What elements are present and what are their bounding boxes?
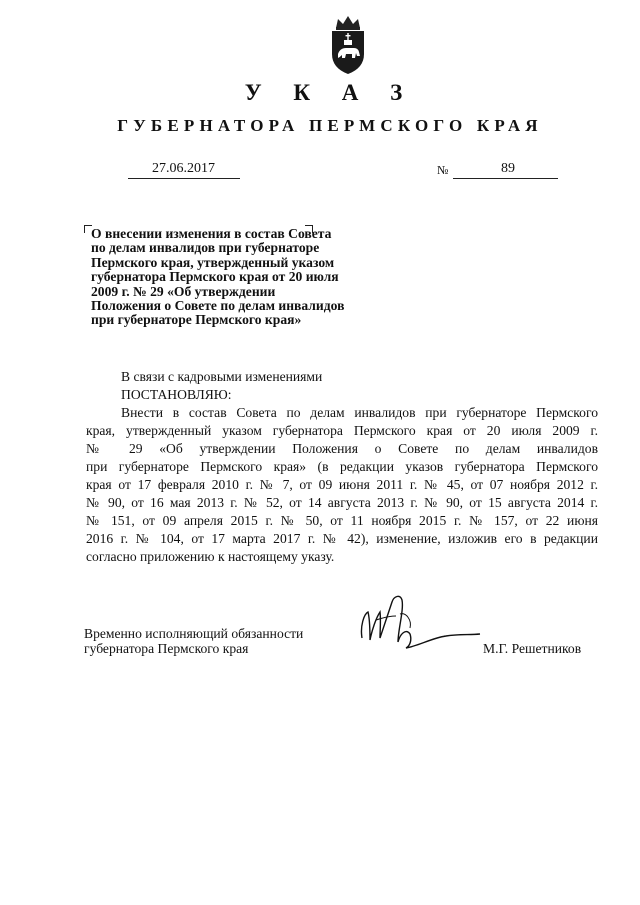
body-line: края от 17 февраля 2010 г. № 7, от 09 июня 2011 г. № 45, от 07 ноября 2012 г. — [86, 477, 598, 492]
body-line: № 29 «Об утверждении Положения о Совете по делам инвалидов — [86, 441, 598, 456]
subject-line: Положения о Совете по делам инвалидов — [91, 298, 345, 314]
decree-date-field — [128, 161, 240, 179]
handwritten-signature — [340, 590, 490, 660]
subject-line: Пермского края, утвержденный указом — [91, 254, 335, 270]
body-resolve: ПОСТАНОВЛЯЮ: — [121, 387, 232, 402]
decree-subject — [91, 227, 391, 328]
signatory-position-line: губернатора Пермского края — [84, 641, 249, 656]
signatory-position — [84, 626, 303, 656]
body-line: № 151, от 09 апреля 2015 г. № 50, от 11 ноября 2015 г. № 157, от 22 июня — [86, 513, 598, 528]
decree-title: У К А З — [244, 80, 416, 105]
subject-line: О внесении изменения в состав Совета — [91, 226, 332, 241]
body-line: при губернаторе Пермского края» (в редакции указов губернатора Пермского — [86, 459, 598, 474]
body-line: согласно приложению к настоящему указу. — [86, 549, 335, 564]
body-line: края, утвержденный указом губернатора Пермского края от 20 июля 2009 г. — [86, 423, 598, 438]
body-line: 2016 г. № 104, от 17 марта 2017 г. № 42), изменение, изложив его в редакции — [86, 531, 598, 546]
number-label: № — [437, 163, 449, 177]
subject-line: 2009 г. № 29 «Об утверждении — [91, 283, 276, 299]
decree-number: 89 — [501, 161, 515, 176]
subject-line: при губернаторе Пермского края» — [91, 312, 302, 328]
decree-number-field — [453, 161, 558, 179]
decree-subtitle: ГУБЕРНАТОРА ПЕРМСКОГО КРАЯ — [117, 116, 543, 135]
signatory-name: М.Г. Решетников — [483, 641, 582, 656]
body-line: Внести в состав Совета по делам инвалидов при губернаторе Пермского — [121, 405, 598, 420]
decree-date: 27.06.2017 — [152, 161, 215, 176]
signatory-position-line: Временно исполняющий обязанности — [84, 626, 304, 641]
body-intro: В связи с кадровыми изменениями — [121, 369, 323, 384]
subject-line: по делам инвалидов при губернаторе — [91, 240, 320, 256]
coat-of-arms-icon — [328, 14, 368, 76]
body-line: № 90, от 16 мая 2013 г. № 52, от 14 августа 2013 г. № 90, от 15 августа 2014 г. — [86, 495, 598, 510]
subject-line: губернатора Пермского края от 20 июля — [91, 269, 339, 285]
